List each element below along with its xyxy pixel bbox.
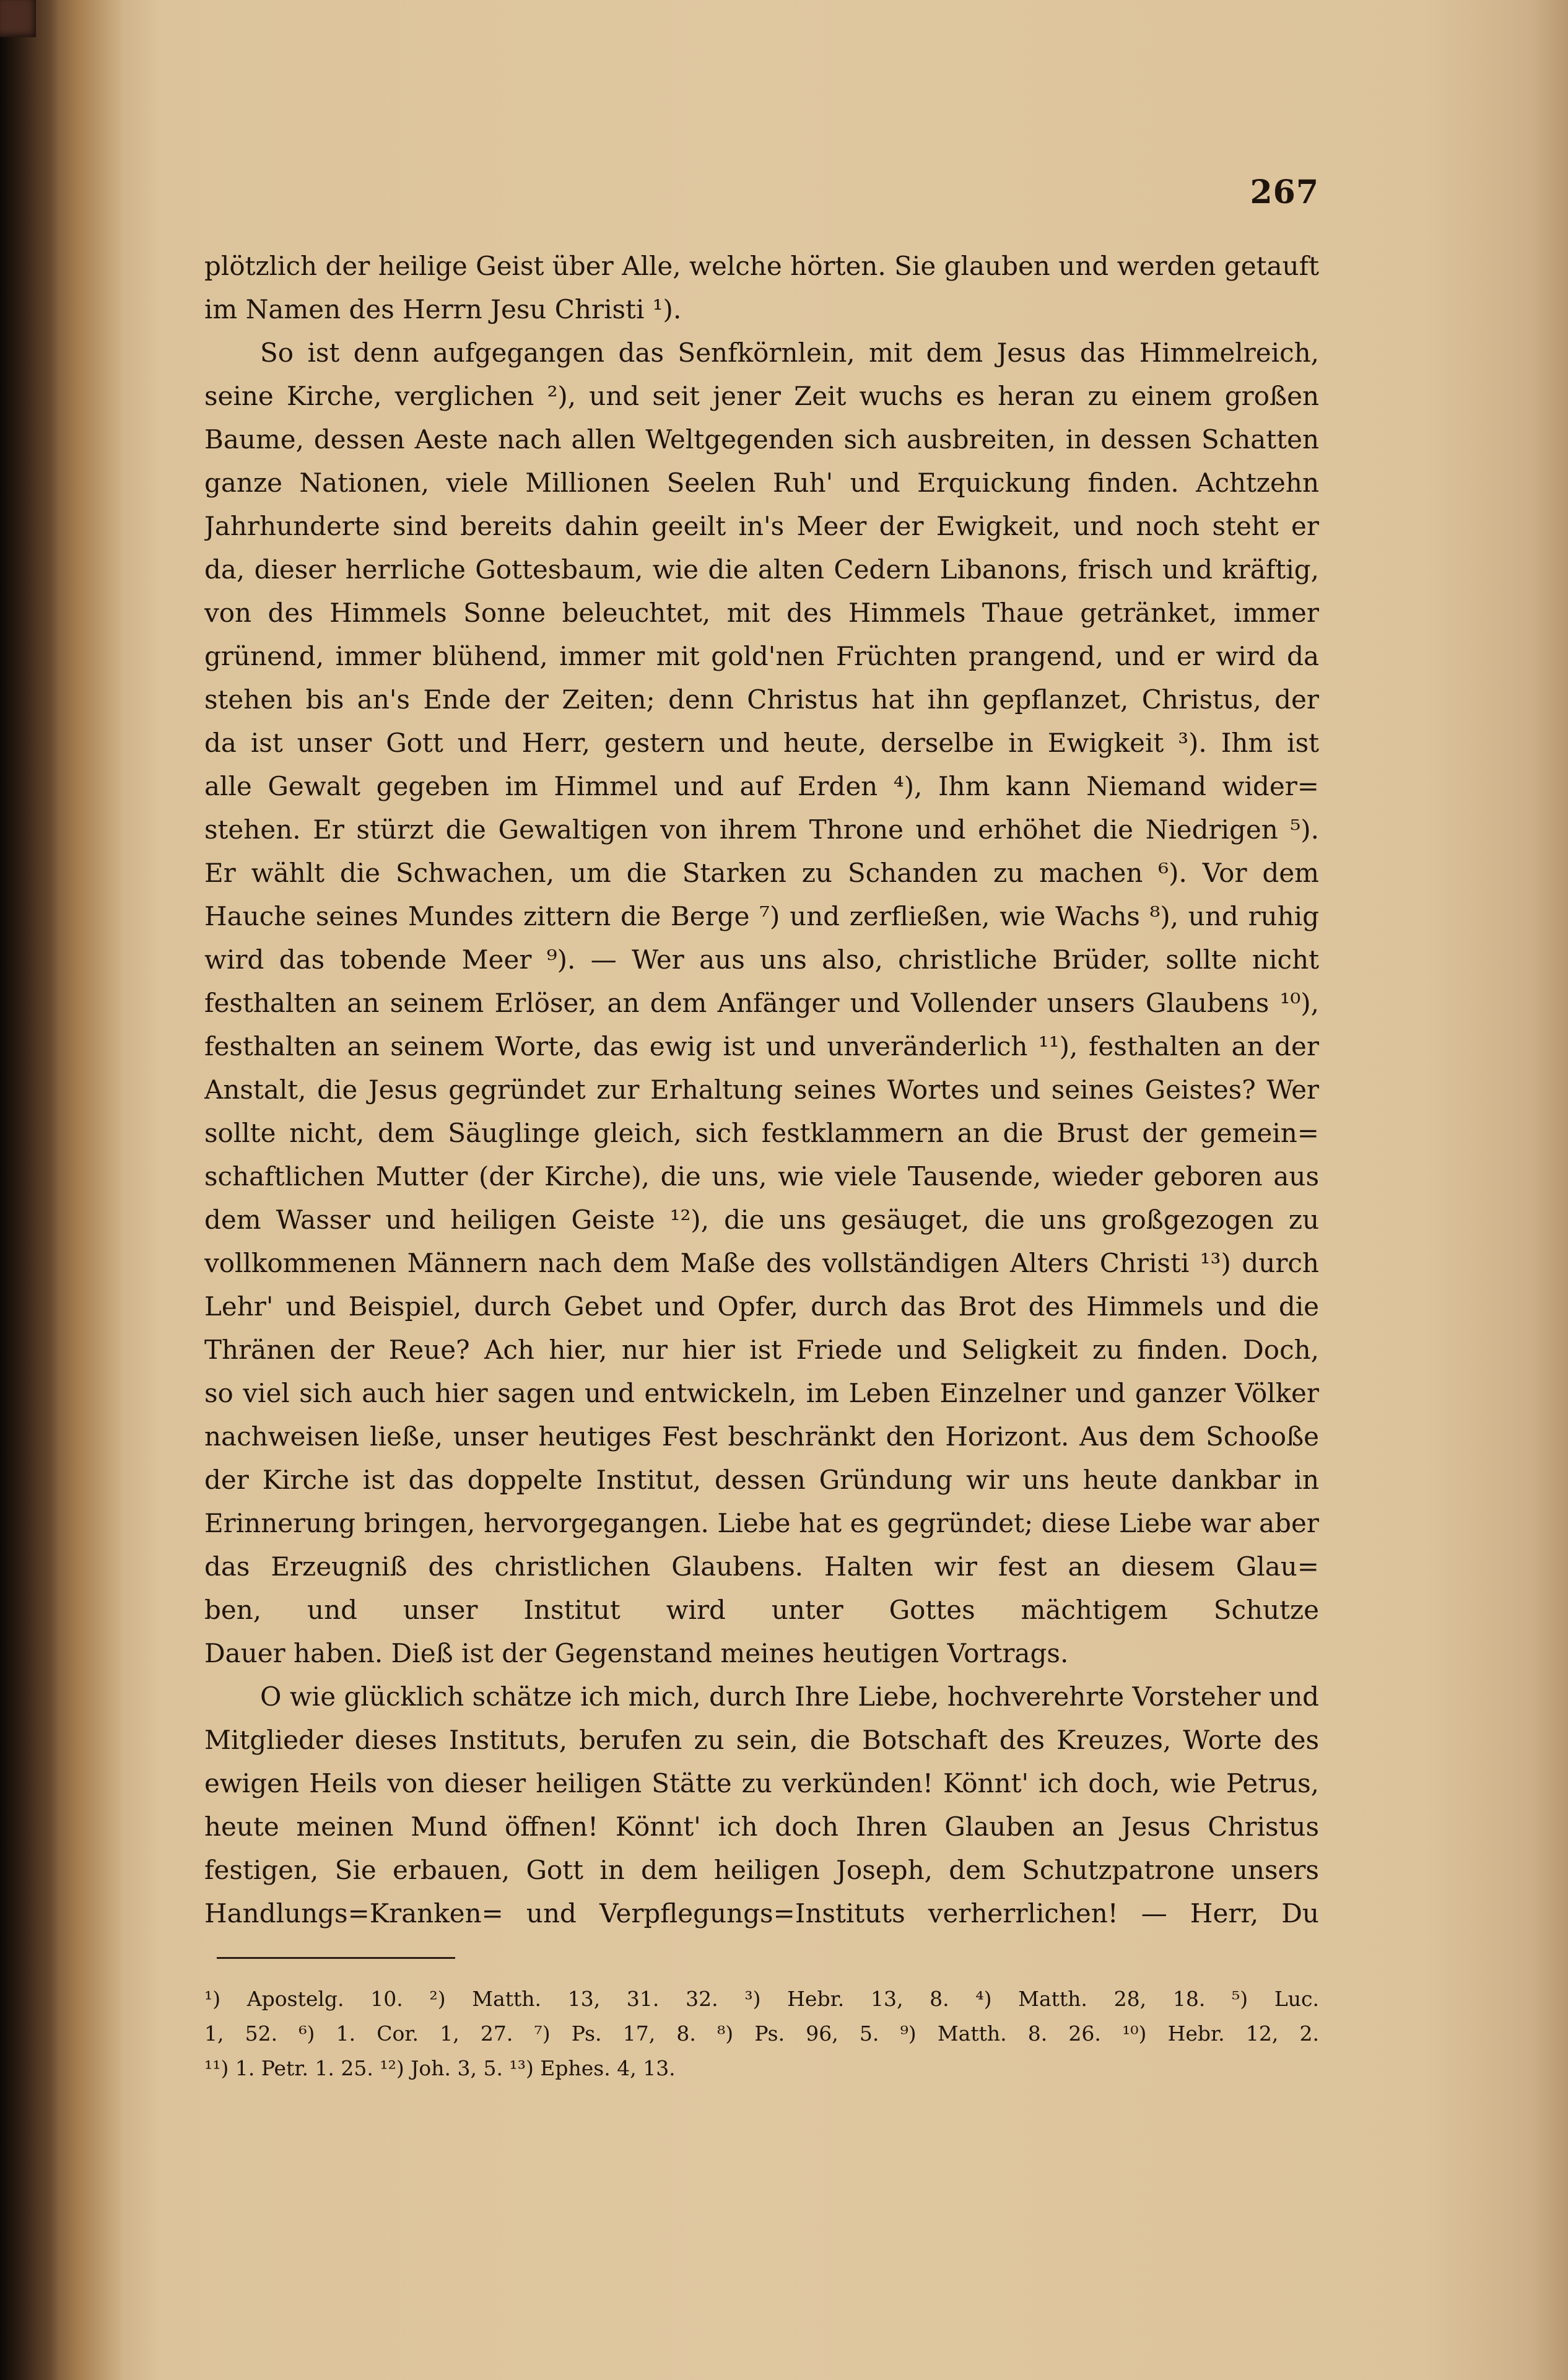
text-line: ganze Nationen, viele Millionen Seelen Ruh' und Erquickung finden. Achtzehn <box>204 468 1319 498</box>
text-line: alle Gewalt gegeben im Himmel und auf Erden ⁴), Ihm kann Niemand wider= <box>204 771 1319 801</box>
footnote-separator <box>217 1957 455 1959</box>
footnotes <box>204 1982 1319 2086</box>
text-line: festhalten an seinem Worte, das ewig ist und unveränderlich ¹¹), festhalten an der <box>204 1031 1319 1061</box>
text-line: grünend, immer blühend, immer mit gold'nen Früchten prangend, und er wird da <box>204 641 1319 671</box>
text-line: Baume, dessen Aeste nach allen Weltgegenden sich ausbreiten, in dessen Schatten <box>204 424 1319 455</box>
text-line: Handlungs=Kranken= und Verpflegungs=Instituts verherrlichen! — Herr, Du <box>204 1898 1319 1929</box>
text-line: Jahrhunderte sind bereits dahin geeilt in's Meer der Ewigkeit, und noch steht er <box>204 511 1319 541</box>
text-line: plötzlich der heilige Geist über Alle, welche hörten. Sie glauben und werden getauft <box>204 251 1319 281</box>
text-line: stehen bis an's Ende der Zeiten; denn Christus hat ihn gepflanzet, Christus, der <box>204 684 1319 715</box>
text-line: so viel sich auch hier sagen und entwickeln, im Leben Einzelner und ganzer Völker <box>204 1378 1319 1408</box>
text-line: dem Wasser und heiligen Geiste ¹²), die uns gesäuget, die uns großgezogen zu <box>204 1205 1319 1235</box>
page-number: 267 <box>1250 173 1319 211</box>
text-line: festigen, Sie erbauen, Gott in dem heiligen Joseph, dem Schutzpatrone unsers <box>204 1855 1319 1885</box>
text-line: stehen. Er stürzt die Gewaltigen von ihrem Throne und erhöhet die Niedrigen ⁵). <box>204 814 1319 845</box>
text-line: der Kirche ist das doppelte Institut, dessen Gründung wir uns heute dankbar in <box>204 1465 1319 1495</box>
text-line: Mitglieder dieses Instituts, berufen zu sein, die Botschaft des Kreuzes, Worte des <box>204 1725 1319 1755</box>
text-line: das Erzeugniß des christlichen Glaubens. Halten wir fest an diesem Glau= <box>204 1551 1319 1582</box>
text-line: Er wählt die Schwachen, um die Starken zu Schanden zu machen ⁶). Vor dem <box>204 858 1319 888</box>
page-corner-tab <box>0 0 36 37</box>
text-line: Anstalt, die Jesus gegründet zur Erhaltung seines Wortes und seines Geistes? Wer <box>204 1074 1319 1105</box>
text-line: vollkommenen Männern nach dem Maße des vollständigen Alters Christi ¹³) durch <box>204 1248 1319 1278</box>
text-line: seine Kirche, verglichen ²), und seit jener Zeit wuchs es heran zu einem großen <box>204 381 1319 411</box>
text-line: da, dieser herrliche Gottesbaum, wie die alten Cedern Libanons, frisch und kräftig, <box>204 554 1319 585</box>
text-line: festhalten an seinem Erlöser, an dem Anfänger und Vollender unsers Glaubens ¹⁰), <box>204 988 1319 1018</box>
footnote-line: 1, 52. ⁶) 1. Cor. 1, 27. ⁷) Ps. 17, 8. ⁸) Ps. 96, 5. ⁹) Matth. 8. 26. ¹⁰) Hebr. 12, 2. <box>204 2021 1319 2046</box>
text-line: ben, und unser Institut wird unter Gottes mächtigem Schutze <box>204 1595 1319 1625</box>
text-line: O wie glücklich schätze ich mich, durch Ihre Liebe, hochverehrte Vorsteher und <box>260 1681 1319 1712</box>
text-line: wird das tobende Meer ⁹). — Wer aus uns also, christliche Brüder, sollte nicht <box>204 944 1319 975</box>
text-line: da ist unser Gott und Herr, gestern und heute, derselbe in Ewigkeit ³). Ihm ist <box>204 728 1319 758</box>
footnote-line: ¹¹) 1. Petr. 1. 25. ¹²) Joh. 3, 5. ¹³) Ephes. 4, 13. <box>204 2056 676 2080</box>
text-line: Dauer haben. Dieß ist der Gegenstand meines heutigen Vortrags. <box>204 1638 1069 1668</box>
text-line: ewigen Heils von dieser heiligen Stätte zu verkünden! Könnt' ich doch, wie Petrus, <box>204 1768 1319 1798</box>
footnote-line: ¹) Apostelg. 10. ²) Matth. 13, 31. 32. ³) Hebr. 13, 8. ⁴) Matth. 28, 18. ⁵) Luc. <box>204 1987 1319 2011</box>
body-text <box>204 245 1319 1935</box>
text-line: Erinnerung bringen, hervorgegangen. Liebe hat es gegründet; diese Liebe war aber <box>204 1508 1319 1538</box>
text-line: Thränen der Reue? Ach hier, nur hier ist Friede und Seligkeit zu finden. Doch, <box>204 1335 1319 1365</box>
text-line: Hauche seines Mundes zittern die Berge ⁷) und zerfließen, wie Wachs ⁸), und ruhig <box>204 901 1319 931</box>
text-line: von des Himmels Sonne beleuchtet, mit des Himmels Thaue getränket, immer <box>204 598 1319 628</box>
text-line: nachweisen ließe, unser heutiges Fest beschränkt den Horizont. Aus dem Schooße <box>204 1421 1319 1452</box>
text-line: So ist denn aufgegangen das Senfkörnlein, mit dem Jesus das Himmelreich, <box>260 338 1319 368</box>
book-spine-shadow <box>0 0 59 2380</box>
text-line: heute meinen Mund öffnen! Könnt' ich doch Ihren Glauben an Jesus Christus <box>204 1811 1319 1842</box>
text-line: im Namen des Herrn Jesu Christi ¹). <box>204 294 682 325</box>
text-line: sollte nicht, dem Säuglinge gleich, sich festklammern an die Brust der gemein= <box>204 1118 1319 1148</box>
text-line: schaftlichen Mutter (der Kirche), die uns, wie viele Tausende, wieder geboren aus <box>204 1161 1319 1192</box>
text-line: Lehr' und Beispiel, durch Gebet und Opfer, durch das Brot des Himmels und die <box>204 1291 1319 1322</box>
